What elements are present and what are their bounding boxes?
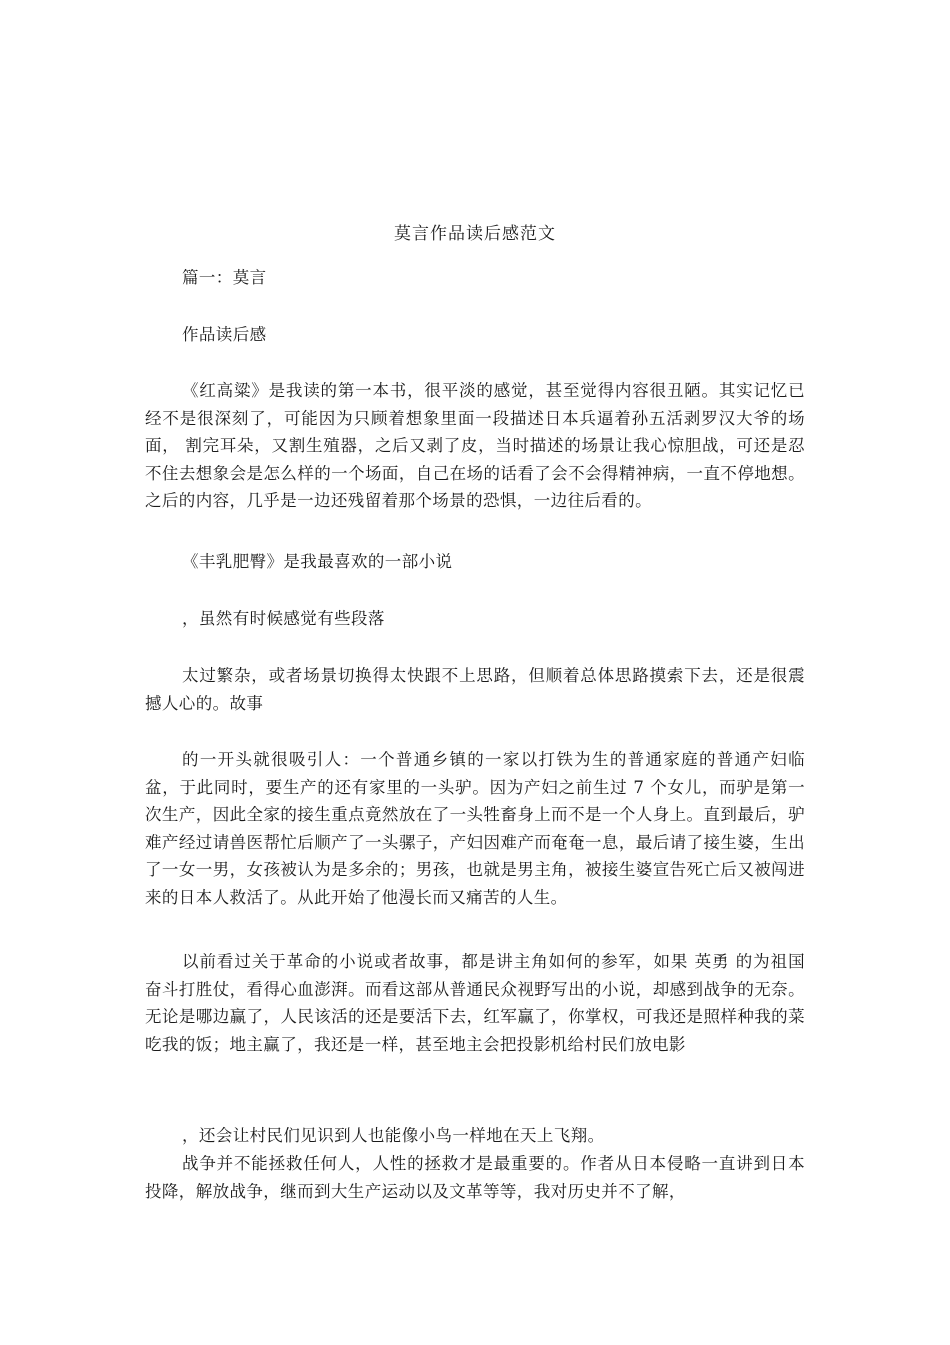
document-title: 莫言作品读后感范文	[394, 224, 556, 244]
paragraph-fragment-2: 太过繁杂，或者场景切换得太快跟不上思路，但顺着总体思路摸索下去，还是很震撼人心的。故事	[145, 666, 805, 713]
paragraph-war-humanity: 战争并不能拯救任何人，人性的拯救才是最重要的。作者从日本侵略一直讲到日本投降，解放战争，继而到大生产运动以及文革等等，我对历史并不了解，	[145, 1154, 805, 1201]
paragraph-big-breasts-intro: 《丰乳肥臀》是我最喜欢的一部小说	[182, 552, 453, 571]
paragraph-revolution: 以前看过关于革命的小说或者故事，都是讲主角如何的参军，如果 英勇 的为祖国 奋斗打胜仗，看得心血澎湃。而看这部从普通民众视野写出的小说，却感到战争的无奈。无论是哪边赢了，人民该活的还是要活下去，红军赢了，你掌权，可我还是照样种我的菜吃我的饭；地主赢了，我还是一样，甚至地主会把投影机给村民们放电影	[145, 952, 805, 1054]
paragraph-story-opening: 的一开头就很吸引人：一个普通乡镇的一家以打铁为生的普通家庭的普通产妇临盆，于此同时，要生产的还有家里的一头驴。因为产妇之前生过 7 个女儿，而驴是第一次生产，因此全家的接生重点竟然放在了一头牲畜身上而不是一个人身上。直到最后，驴难产经过请兽医帮忙后顺产了一头骡子，产妇因难产而奄奄一息，最后请了接生婆，生出了一女一男，女孩被认为是多余的；男孩，也就是男主角，被接生婆宣告死亡后又被闯进来的日本人救活了。从此开始了他漫长而又痛苦的人生。	[145, 750, 805, 907]
section-subheading: 作品读后感	[182, 325, 267, 344]
paragraph-fragment-1: ，虽然有时候感觉有些段落	[182, 609, 385, 628]
paragraph-fragment-3: ，还会让村民们见识到人也能像小鸟一样地在天上飞翔。	[182, 1126, 605, 1145]
section-heading: 篇一：莫言	[182, 268, 267, 287]
paragraph-red-sorghum: 《红高粱》是我读的第一本书，很平淡的感觉，甚至觉得内容很丑陋。其实记忆已经不是很深刻了，可能因为只顾着想象里面一段描述日本兵逼着孙五活剥罗汉大爷的场面， 割完耳朵，又割生殖器，之后又剥了皮，当时描述的场景让我心惊胆战，可还是忍不住去想象会是怎么样的一个场面，自己在场的话看了会不会得精神病，一直不停地想。之后的内容，几乎是一边还残留着那个场景的恐惧，一边往后看的。	[145, 381, 805, 511]
